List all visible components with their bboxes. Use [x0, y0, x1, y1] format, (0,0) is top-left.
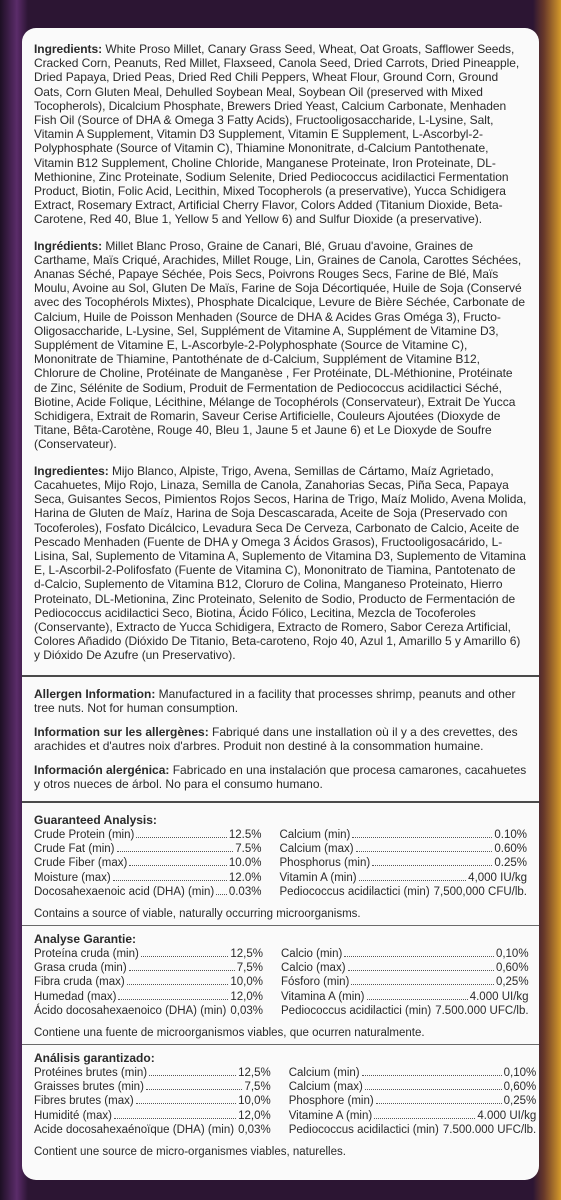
nutrient-value: 12,5% [238, 1066, 271, 1079]
analysis-note: Contient une source de micro-organismes viables, naturelles. [34, 1145, 346, 1158]
nutrient-value: 7.500.000 UFC/lb. [435, 1005, 529, 1018]
dot-leader [127, 975, 229, 985]
nutrient-name: Calcio (min) [281, 947, 343, 960]
nutrient-name: Protéines brutes (min) [34, 1066, 148, 1079]
analysis-row [279, 871, 527, 885]
analysis-row [34, 1080, 271, 1094]
nutrient-name: Humidité (max) [34, 1109, 112, 1122]
analysis-table [34, 947, 527, 1019]
nutrient-value: 0.10% [494, 828, 527, 841]
allergen-spanish-label: Información alergénica: [34, 762, 170, 777]
dot-leader [117, 842, 234, 852]
nutrient-name: Vitamine A (min) [288, 1109, 373, 1122]
ingredients-english [34, 42, 527, 227]
nutrient-value: 12,0% [238, 1109, 271, 1122]
nutrient-value: 0,10% [495, 947, 529, 960]
allergen-spanish [34, 763, 527, 791]
dot-leader [365, 1080, 502, 1090]
analysis-note: Contiene una fuente de microorganismos viables, que ocurren naturalmente. [34, 1026, 425, 1039]
allergen-english [34, 687, 527, 715]
dot-leader [216, 885, 227, 895]
nutrient-value: 7,5% [244, 1081, 271, 1093]
nutrient-value: 10,0% [238, 1095, 271, 1108]
nutrient-value: 4.000 UI/kg [477, 1109, 537, 1122]
ingredients-french-text: Millet Blanc Proso, Graine de Canari, Blé, Gruau d'avoine, Graines de Carthame, Maïs Criqué, Arachides, Millet Rouge, Lin, Graines de Canola, Carottes Séchées, Ananas Séché, Papaye Séchée, Pois Secs, Poivrons Rouges Secs, Farine de Blé, Maïs Moulu, Avoine au Sol, Gluten De Maïs, Farine de Soja Décortiquée, Huile de Soja (Conservé avec des Tocophérols Mixtes), Phosphate Dicalcique, Levure de Bière Séchée, Carbonate de Calcium, Huile de Poisson Menhaden (Source de DHA & Acides Gras Oméga 3), Fructo-Oligosaccharide, L-Lysine, Sel, Supplément de Vitamine A, Supplément de Vitamine D3, Supplément de Vitamine E, L-Ascorbyle-2-Polyphosphate (Source de Vitamine C), Mononitrate de Thiamine, Pantothénate de d-Calcium, Supplément de Vitamine B12, Chlorure de Choline, Protéinate de Manganèse , Fer Protéinate, DL-Méthionine, Protéinate de Zinc, Sélénite de Sodium, Produit de Fermentation de Pediococcus acidilactici Séché, Biotine, Acide Folique, Lécithine, Mélange de Tocophérols (Conservateur), Extrait De Yucca Schidigera, Extrait de Romarin, Saveur Cerise Artificielle, Couleurs Ajoutées (Dioxyde de Titane, Bêta-Carotène, Rouge 40, Bleu 1, Jaune 5 et Jaune 6) et Le Dioxyde de Soufre (Conservateur). [34, 238, 526, 452]
nutrient-name: Pediococcus acidilactici (min) [281, 1005, 432, 1018]
dot-leader [359, 871, 467, 881]
nutrient-value: 0,03% [230, 1005, 263, 1018]
nutrient-value: 0.03% [228, 886, 262, 899]
nutrient-name: Moisture (max) [34, 871, 111, 884]
nutrient-value: 7,5% [236, 961, 263, 974]
nutrient-value: 12,5% [230, 947, 263, 960]
dot-leader [367, 990, 468, 1000]
analysis-row [34, 885, 261, 899]
allergen-french [34, 725, 527, 753]
nutrient-name: Fibres brutes (max) [34, 1095, 134, 1108]
nutrient-value: 0,10% [503, 1066, 537, 1079]
dot-leader [344, 947, 494, 957]
nutrient-value: 12.0% [228, 871, 262, 884]
dot-leader [129, 856, 227, 866]
nutrient-name: Vitamina A (min) [281, 990, 365, 1003]
analysis-row [34, 961, 263, 975]
nutrient-name: Docosahexaenoic acid (DHA) (min) [34, 886, 215, 899]
analysis-row [279, 828, 527, 842]
analysis-row [34, 842, 261, 856]
nutrient-name: Crude Protein (min) [34, 828, 135, 841]
analysis-title: Guaranteed Analysis: [34, 812, 157, 827]
nutrient-value: 7,500,000 CFU/lb. [433, 886, 527, 899]
analysis-row [281, 947, 529, 961]
analysis-column-right [289, 1066, 537, 1138]
analysis-column-right [279, 828, 527, 900]
dot-leader [136, 1094, 236, 1104]
dot-leader [374, 1109, 475, 1119]
nutrient-value: 10.0% [228, 857, 262, 870]
analysis-block [34, 1050, 537, 1159]
analysis-row [34, 1123, 271, 1137]
analysis-column-left [34, 1066, 271, 1138]
nutrient-name: Calcium (max) [279, 842, 354, 855]
nutrient-value: 0,60% [503, 1081, 537, 1093]
analysis-row [34, 828, 261, 842]
ingredients-french-label: Ingrédients: [34, 238, 103, 253]
dot-leader [351, 975, 494, 985]
nutrient-name: Pediococcus acidilactici (min) [279, 886, 430, 899]
ingredients-english-text: White Proso Millet, Canary Grass Seed, Wheat, Oat Groats, Safflower Seeds, Cracked Corn, Peanuts, Red Millet, Flaxseed, Canola Seed, Dried Carrots, Dried Pineapple, Dried Papaya, Dried Peas, Dried Red Chili Peppers, Wheat Flour, Ground Corn, Ground Oats, Corn Gluten Meal, Dehulled Soybean Meal, Soybean Oil (preserved with Mixed Tocopherols), Dicalcium Phosphate, Brewers Dried Yeast, Calcium Carbonate, Menhaden Fish Oil (Source of DHA & Omega 3 Fatty Acids), Fructooligosaccharide, L-Lysine, Salt, Vitamin A Supplement, Vitamin D3 Supplement, Vitamin E Supplement, L-Ascorbyl-2-Polyphosphate (Source of Vitamin C), Thiamine Mononitrate, d-Calcium Pantothenate, Vitamin B12 Supplement, Choline Chloride, Manganese Proteinate, Iron Proteinate, DL-Methionine, Zinc Proteinate, Sodium Selenite, Dried Pediococcus acidilactici Fermentation Product, Biotin, Folic Acid, Lecithin, Mixed Tocopherols (a preservative), Yucca Schidigera Extract, Rosemary Extract, Artificial Cherry Flavor, Colors Added (Titanium Dioxide, Beta-Carotene, Red 40, Blue 1, Yellow 5 and Yellow 6) and Sulfur Dioxide (a preservative). [34, 42, 520, 227]
nutrient-name: Acide docosahexaénoïque (DHA) (min) [34, 1124, 235, 1137]
allergen-english-label: Allergen Information: [34, 686, 156, 701]
dot-leader [118, 990, 228, 1000]
nutrient-name: Fósforo (min) [281, 976, 350, 989]
divider [22, 801, 539, 803]
nutrient-value: 4,000 IU/kg [468, 871, 527, 884]
dot-leader [146, 1080, 243, 1090]
analysis-note: Contains a source of viable, naturally occurring microorganisms. [34, 907, 361, 920]
allergen-spanish-text: Fabricado en una instalación que procesa camarones, cacahuetes y otros nueces de árbol. No para el consumo humano. [34, 762, 527, 791]
nutrient-value: 12,0% [230, 990, 263, 1003]
nutrient-value: 4.000 UI/kg [469, 990, 529, 1003]
dot-leader [129, 961, 235, 971]
dot-leader [136, 828, 227, 838]
nutrient-value: 0,03% [238, 1124, 271, 1137]
nutrient-name: Phosphorus (min) [279, 857, 371, 870]
analysis-table [34, 828, 527, 900]
analysis-title: Análisis garantizado: [34, 1050, 155, 1065]
nutrient-name: Calcium (min) [279, 828, 351, 841]
allergen-french-label: Information sur les allergènes: [34, 724, 209, 739]
analysis-row [289, 1080, 537, 1094]
nutrient-value: 0,25% [495, 976, 529, 989]
analysis-row [289, 1094, 537, 1108]
nutrient-name: Humedad (max) [34, 990, 117, 1003]
analysis-row [281, 1004, 529, 1018]
ingredients-english-label: Ingredients: [34, 42, 103, 56]
nutrient-value: 0.25% [494, 857, 527, 870]
analysis-row [279, 856, 527, 870]
nutrient-name: Graisses brutes (min) [34, 1081, 144, 1093]
analysis-row [289, 1109, 537, 1123]
analysis-column-left [34, 947, 263, 1019]
nutrient-value: 0.60% [494, 842, 527, 855]
divider [22, 675, 539, 677]
analysis-row [279, 885, 527, 899]
dot-leader [352, 828, 492, 838]
nutrient-name: Calcio (max) [281, 961, 346, 974]
dot-leader [362, 1066, 502, 1076]
analysis-row [34, 990, 263, 1004]
dot-leader [114, 1109, 236, 1119]
dot-leader [376, 1094, 502, 1104]
ingredients-spanish [34, 464, 527, 663]
nutrient-value: 7.5% [235, 842, 262, 855]
nutrient-name: Phosphore (min) [288, 1095, 374, 1108]
analysis-block [34, 932, 527, 1045]
ingredients-spanish-label: Ingredientes: [34, 463, 109, 478]
analysis-divider [22, 925, 539, 926]
nutrient-name: Vitamin A (min) [279, 871, 357, 884]
dot-leader [356, 842, 493, 852]
nutrient-name: Ácido docosahexaenoico (DHA) (min) [34, 1005, 227, 1018]
analysis-row [34, 1066, 271, 1080]
nutrient-name: Crude Fat (min) [34, 842, 115, 855]
dot-leader [372, 856, 492, 866]
analysis-row [281, 975, 529, 989]
analysis-row [34, 947, 263, 961]
analysis-row [34, 1004, 263, 1018]
analysis-row [279, 842, 527, 856]
ingredients-french [34, 239, 527, 452]
analysis-block [34, 813, 527, 926]
analysis-divider [22, 1044, 539, 1045]
dot-leader [149, 1066, 236, 1076]
analysis-title: Analyse Garantie: [34, 931, 137, 946]
analysis-column-right [281, 947, 529, 1019]
analysis-row [281, 990, 529, 1004]
analysis-row [34, 1109, 271, 1123]
analysis-row [34, 1094, 271, 1108]
nutrient-name: Grasa cruda (min) [34, 961, 127, 974]
analysis-row [34, 871, 261, 885]
dot-leader [348, 961, 494, 971]
nutrient-value: 7.500.000 UFC/lb. [442, 1124, 537, 1137]
analysis-row [289, 1066, 537, 1080]
nutrient-value: 0,60% [495, 961, 529, 974]
nutrient-name: Pediococcus acidilactici (min) [288, 1124, 439, 1137]
nutrient-name: Fibra cruda (max) [34, 976, 125, 989]
nutrient-value: 12.5% [228, 828, 262, 841]
analysis-row [34, 856, 261, 870]
label-panel [22, 28, 539, 1180]
analysis-row [281, 961, 529, 975]
nutrient-value: 0,25% [503, 1095, 537, 1108]
nutrient-name: Crude Fiber (max) [34, 857, 128, 870]
allergen-french-text: Fabriqué dans une installation où il y a des crevettes, des arachides et d'autres noix d'arbres. Produit non destiné à la consommation humaine. [34, 724, 518, 753]
nutrient-name: Calcium (min) [288, 1066, 360, 1079]
dot-leader [141, 947, 229, 957]
analysis-row [289, 1123, 537, 1137]
analysis-column-left [34, 828, 261, 900]
analysis-row [34, 975, 263, 989]
allergen-english-text: Manufactured in a facility that processes shrimp, peanuts and other tree nuts. Not for human consumption. [34, 686, 516, 715]
analysis-table [34, 1066, 537, 1138]
guaranteed-analyses [34, 812, 537, 1159]
label-content [22, 28, 539, 1159]
ingredients-spanish-text: Mijo Blanco, Alpiste, Trigo, Avena, Semillas de Cártamo, Maíz Agrietado, Cacahuetes, Mijo Rojo, Linaza, Semilla de Canola, Zanahorias Secas, Piña Seca, Papaya Seca, Guisantes Secos, Pimientos Rojos Secos, Harina de Trigo, Maíz Molido, Avena Molida, Harina de Gluten de Maíz, Harina de Soja Descascarada, Aceite de Soja (Preservado con Tocoferoles), Fosfato Dicálcico, Levadura Seca De Cerveza, Carbonato de Calcio, Aceite de Pescado Menhaden (Fuente de DHA y Omega 3 Ácidos Grasos), Fructooligosacárido, L-Lisina, Sal, Suplemento de Vitamina A, Suplemento de Vitamina D3, Suplemento de Vitamina E, L-Ascorbil-2-Polifosfato (Fuente de Vitamina C), Mononitrato de Tiamina, Pantotenato de d-Calcio, Suplemento de Vitamina B12, Cloruro de Colina, Manganeso Proteinato, Hierro Proteinato, DL-Metionina, Zinc Proteinato, Selenito de Sodio, Producto de Fermentación de Pediococcus acidilactici Seco, Biotina, Ácido Fólico, Lecitina, Mezcla de Tocoferoles (Conservante), Extracto de Yucca Schidigera, Extracto de Romero, Sabor Cereza Artificial, Colores Añadido (Dióxido De Titanio, Beta-caroteno, Rojo 40, Azul 1, Amarillo 5 y Amarillo 6) y Dióxido De Azufre (un Preservativo). [34, 463, 527, 663]
nutrient-name: Calcium (max) [288, 1081, 363, 1093]
nutrient-name: Proteína cruda (min) [34, 947, 139, 960]
dot-leader [113, 871, 227, 881]
nutrient-value: 10,0% [230, 976, 263, 989]
